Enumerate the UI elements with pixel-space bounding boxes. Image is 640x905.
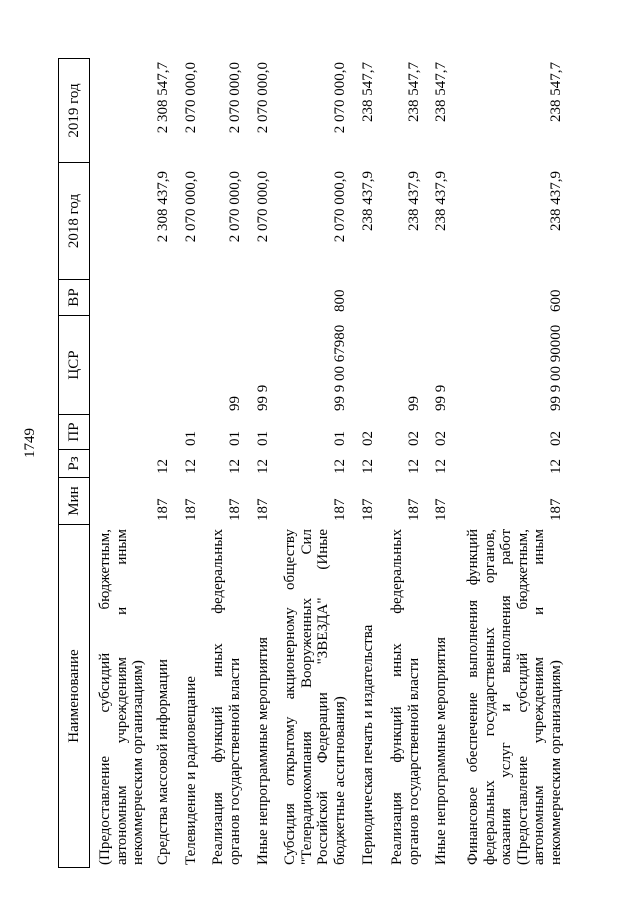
table-row — [465, 58, 564, 868]
header-pr: ПР — [59, 415, 89, 450]
cell-2018: 238 437,9 — [433, 171, 449, 231]
cell-2019: 238 547,7 — [547, 62, 564, 122]
cell-pr: 01 — [226, 431, 243, 446]
cell-2018: 2 070 000,0 — [255, 171, 271, 243]
table-row — [389, 58, 422, 868]
cell-2018: 2 070 000,0 — [226, 171, 243, 243]
cell-pr: 01 — [255, 431, 271, 446]
name-line: Финансовое обеспечение выполнения функций — [465, 529, 481, 865]
header-2019: 2019 год — [59, 59, 89, 163]
cell-rz: 12 — [360, 459, 376, 474]
name-line: бюджетные ассигнования) — [331, 696, 348, 865]
cell-min: 187 — [331, 498, 348, 521]
cell-rz: 12 — [255, 459, 271, 474]
cell-rz: 12 — [433, 459, 449, 474]
cell-2019: 2 070 000,0 — [331, 62, 348, 134]
cell-2019: 2 308 547,7 — [155, 62, 171, 134]
cell-csr: 99 9 — [433, 384, 449, 411]
name-line: некоммерческим организациям) — [547, 660, 564, 865]
name-line: (Предоставление субсидий бюджетным, — [97, 529, 113, 865]
cell-pr: 01 — [331, 431, 348, 446]
name-line: Реализация функций иных федеральных — [210, 529, 226, 865]
cell-rz: 12 — [183, 459, 199, 474]
name-line: Иные непрограммные мероприятия — [255, 637, 271, 865]
cell-2018: 238 437,9 — [360, 171, 376, 231]
page-number: 1749 — [22, 428, 38, 458]
name-line: Средства массовой информации — [155, 659, 171, 865]
cell-2019: 2 070 000,0 — [226, 62, 243, 134]
cell-min: 187 — [226, 498, 243, 521]
row-name — [255, 525, 272, 868]
cell-vr: 800 — [331, 289, 348, 312]
header-vr: ВР — [59, 280, 89, 316]
name-line: Российской Федерации "ЗВЕЗДА" (Иные — [315, 529, 331, 865]
cell-min: 187 — [155, 498, 171, 521]
row-name — [210, 525, 243, 868]
name-line: "Телерадиокомпания Вооруженных Сил — [298, 529, 315, 865]
cell-pr: 01 — [183, 431, 199, 446]
cell-rz: 12 — [331, 459, 348, 474]
cell-csr: 99 9 00 90000 — [547, 324, 564, 411]
row-name — [282, 525, 348, 868]
cell-2019: 2 070 000,0 — [183, 62, 199, 134]
name-line: Реализация функций иных федеральных — [389, 529, 405, 865]
name-line: оказания услуг и выполнения работ — [498, 529, 514, 865]
table-row — [183, 58, 200, 868]
cell-min: 187 — [547, 498, 564, 521]
cell-min: 187 — [183, 498, 199, 521]
header-rz: Рз — [59, 450, 89, 478]
name-line: федеральных государственных органов, — [481, 529, 498, 865]
cell-2018: 238 437,9 — [405, 171, 422, 231]
table-row — [210, 58, 243, 868]
row-name — [465, 525, 564, 868]
cell-2018: 238 437,9 — [547, 171, 564, 231]
table-row — [433, 58, 450, 868]
name-line: (Предоставление субсидий бюджетным, — [514, 529, 531, 865]
row-name — [389, 525, 422, 868]
cell-pr: 02 — [405, 431, 422, 446]
cell-min: 187 — [433, 498, 449, 521]
table-row — [155, 58, 172, 868]
cell-pr: 02 — [360, 431, 376, 446]
cell-csr: 99 — [226, 396, 243, 411]
name-line: автономным учреждениям и иным — [531, 529, 547, 865]
cell-2019: 238 547,7 — [433, 62, 449, 122]
cell-2019: 2 070 000,0 — [255, 62, 271, 134]
cell-rz: 12 — [405, 459, 422, 474]
name-line: автономным учреждениям и иным — [113, 529, 130, 865]
name-line: Субсидия открытому акционерному обществу — [282, 529, 298, 865]
table-row — [282, 58, 348, 868]
cell-vr: 600 — [547, 289, 564, 312]
row-name — [433, 525, 450, 868]
row-name — [97, 525, 147, 868]
name-line: органов государственной власти — [405, 657, 422, 865]
cell-2019: 238 547,7 — [405, 62, 422, 122]
header-csr: ЦСР — [59, 316, 89, 415]
cell-pr: 02 — [547, 431, 564, 446]
cell-pr: 02 — [433, 431, 449, 446]
table-row — [360, 58, 377, 868]
cell-rz: 12 — [155, 459, 171, 474]
table-header — [58, 58, 90, 868]
name-line: некоммерческим организациям) — [130, 660, 146, 865]
cell-rz: 12 — [547, 459, 564, 474]
cell-csr: 99 9 — [255, 384, 271, 411]
cell-2018: 2 070 000,0 — [183, 171, 199, 243]
row-name — [155, 525, 172, 868]
header-min: Мин — [59, 478, 89, 525]
cell-csr: 99 9 00 67980 — [331, 324, 348, 411]
table-row — [255, 58, 272, 868]
cell-2018: 2 070 000,0 — [331, 171, 348, 243]
row-name — [183, 525, 200, 868]
cell-min: 187 — [360, 498, 376, 521]
name-line: Периодическая печать и издательства — [360, 624, 376, 865]
name-line: органов государственной власти — [226, 657, 243, 865]
header-2018: 2018 год — [59, 163, 89, 280]
cell-csr: 99 — [405, 396, 422, 411]
name-line: Телевидение и радиовещание — [183, 676, 199, 865]
cell-2019: 238 547,7 — [360, 62, 376, 122]
header-name: Наименование — [66, 649, 82, 743]
cell-rz: 12 — [226, 459, 243, 474]
name-line: Иные непрограммные мероприятия — [433, 637, 449, 865]
cell-2018: 2 308 437,9 — [155, 171, 171, 243]
table-row — [97, 58, 147, 868]
cell-min: 187 — [255, 498, 271, 521]
row-name — [360, 525, 377, 868]
cell-min: 187 — [405, 498, 422, 521]
